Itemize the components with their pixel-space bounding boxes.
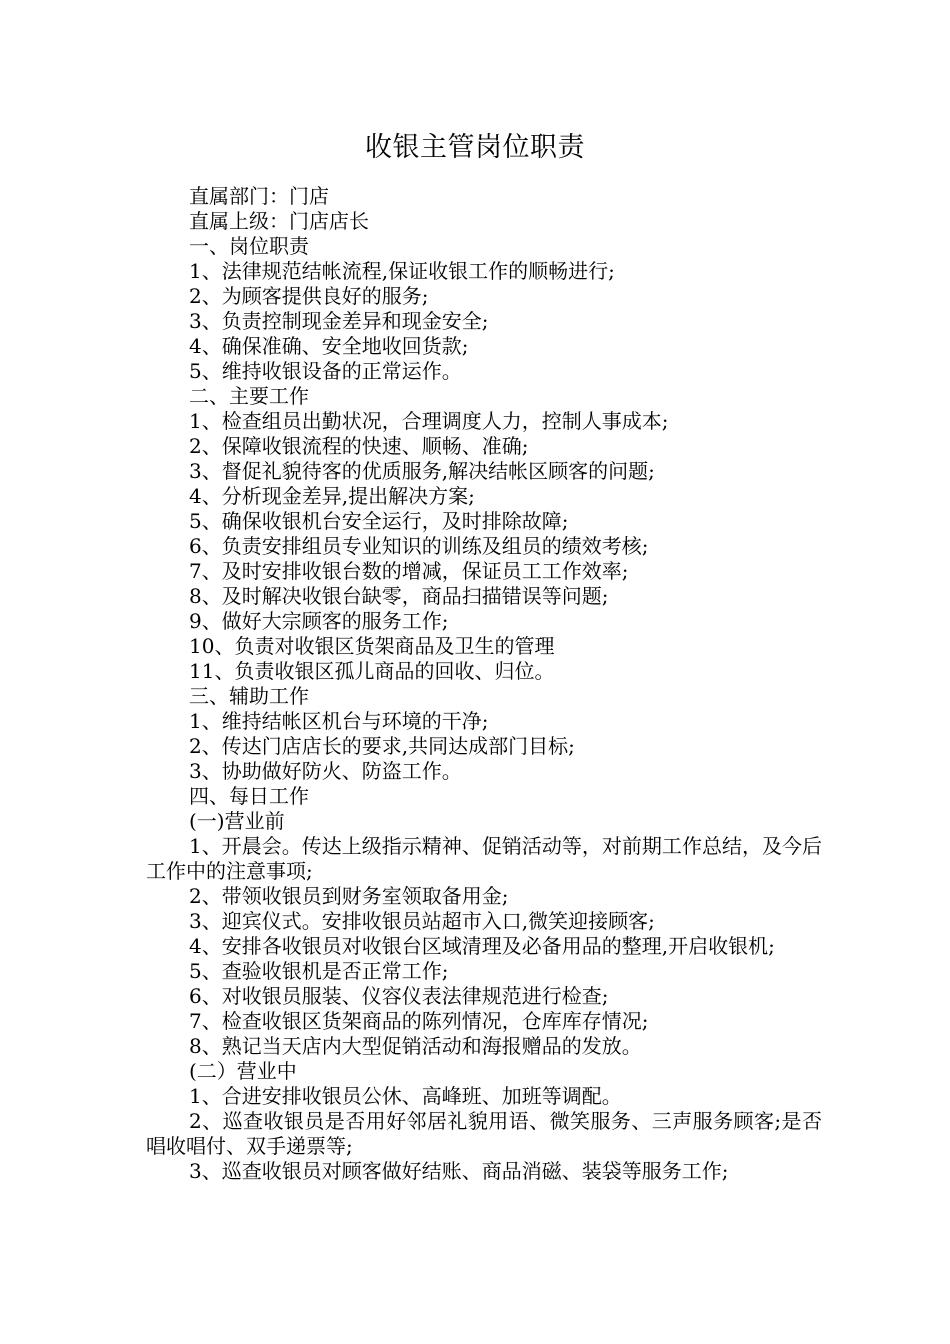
document-paragraph: 3、迎宾仪式。安排收银员站超市入口,微笑迎接顾客; (189, 909, 655, 933)
document-paragraph: 3、负责控制现金差异和现金安全; (189, 309, 489, 333)
document-paragraph: 2、保障收银流程的快速、顺畅、准确; (189, 434, 529, 458)
document-paragraph: 8、及时解决收银台缺零，商品扫描错误等问题; (189, 584, 609, 608)
document-paragraph: 6、对收银员服装、仪容仪表法律规范进行检查; (189, 984, 609, 1008)
document-paragraph: 1、维持结帐区机台与环境的干净; (189, 709, 489, 733)
document-body (146, 184, 822, 1184)
document-paragraph: 直属部门：门店 (189, 184, 329, 208)
document-paragraph: 7、及时安排收银台数的增减，保证员工工作效率; (189, 559, 629, 583)
document-paragraph: 2、带领收银员到财务室领取备用金; (189, 884, 509, 908)
document-paragraph: 11、负责收银区孤儿商品的回收、归位。 (189, 659, 555, 683)
document-paragraph: 5、确保收银机台安全运行，及时排除故障; (189, 509, 569, 533)
document-paragraph: 2、为顾客提供良好的服务; (189, 284, 429, 308)
document-paragraph: 5、查验收银机是否正常工作; (189, 959, 449, 983)
document-paragraph: 6、负责安排组员专业知识的训练及组员的绩效考核; (189, 534, 649, 558)
document-title: 收银主管岗位职责 (365, 132, 585, 163)
document-paragraph: 一、岗位职责 (189, 234, 309, 258)
document-paragraph: 4、安排各收银员对收银台区域清理及必备用品的整理,开启收银机; (189, 934, 775, 958)
document-paragraph: 4、确保准确、安全地收回货款; (189, 334, 469, 358)
document-paragraph: (二）营业中 (189, 1059, 297, 1083)
document-paragraph: 3、督促礼貌待客的优质服务,解决结帐区顾客的问题; (189, 459, 655, 483)
document-paragraph: 直属上级：门店店长 (189, 209, 369, 233)
document-paragraph: 3、巡查收银员对顾客做好结账、商品消磁、装袋等服务工作; (189, 1159, 729, 1183)
document-paragraph: 7、检查收银区货架商品的陈列情况，仓库库存情况; (189, 1009, 649, 1033)
document-paragraph: 2、传达门店店长的要求,共同达成部门目标; (189, 734, 575, 758)
document-paragraph: 10、负责对收银区货架商品及卫生的管理 (189, 634, 555, 658)
document-paragraph: 四、每日工作 (189, 784, 309, 808)
document-paragraph: 5、维持收银设备的正常运作。 (189, 359, 462, 383)
document-paragraph: 9、做好大宗顾客的服务工作; (189, 609, 449, 633)
document-paragraph: 三、辅助工作 (189, 684, 309, 708)
document-paragraph: 二、主要工作 (189, 384, 309, 408)
document-paragraph: 1、法律规范结帐流程,保证收银工作的顺畅进行; (189, 259, 615, 283)
document-paragraph: 1、开晨会。传达上级指示精神、促销活动等，对前期工作总结，及今后工作中的注意事项; (146, 834, 822, 883)
document-paragraph: 3、协助做好防火、防盗工作。 (189, 759, 462, 783)
document-paragraph: 8、熟记当天店内大型促销活动和海报赠品的发放。 (189, 1034, 642, 1058)
document-paragraph: 4、分析现金差异,提出解决方案; (189, 484, 475, 508)
document-paragraph: 2、巡查收银员是否用好邻居礼貌用语、微笑服务、三声服务顾客;是否唱收唱付、双手递票等; (146, 1109, 822, 1158)
document-paragraph: 1、合进安排收银员公休、高峰班、加班等调配。 (189, 1084, 622, 1108)
document-paragraph: 1、检查组员出勤状况，合理调度人力，控制人事成本; (189, 409, 669, 433)
document-paragraph: (一)营业前 (189, 809, 285, 833)
